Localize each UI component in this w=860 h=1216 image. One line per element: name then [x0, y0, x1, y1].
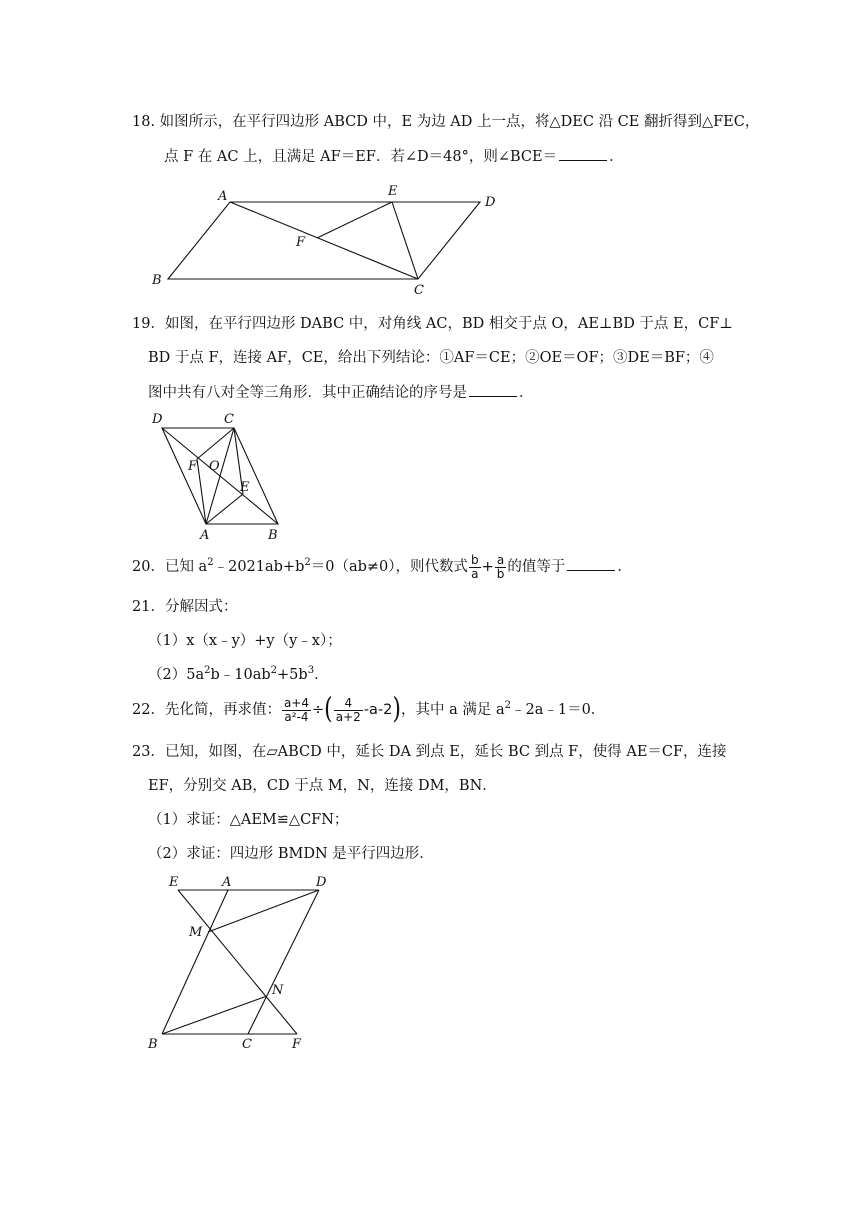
- q19-line2: BD 于点 F，连接 AF，CE，给出下列结论：①AF＝CE；②OE＝OF；③DE＝BF；④: [148, 350, 714, 366]
- q18-segment-ef: [317, 202, 392, 238]
- q20-end: ．: [617, 559, 632, 575]
- q23-label-a: A: [222, 875, 232, 890]
- q22-fraction-2: $\frac{4}{a+2}$: [335, 695, 361, 724]
- q19-segment-cf: [197, 428, 234, 459]
- q18-line2: [164, 146, 624, 167]
- q19-diagonal-ac: [206, 428, 234, 524]
- q20-sup1: 2: [207, 557, 214, 568]
- q22-text-suffix: ，其中 a 满足 a: [400, 702, 505, 718]
- q23-line2: EF，分别交 AB，CD 于点 M，N，连接 DM，BN．: [148, 778, 497, 794]
- q19-end: ．: [519, 385, 534, 401]
- q18-label-c: C: [414, 283, 424, 298]
- q18-label-f: F: [296, 235, 306, 250]
- q20-line: [132, 552, 632, 582]
- q23-figure: [142, 870, 342, 1050]
- q19-label-f: F: [188, 459, 198, 474]
- q22-text-prefix: 22．先化简，再求值：: [132, 702, 281, 718]
- q23-label-d: D: [316, 875, 327, 890]
- q18-label-b: B: [152, 273, 162, 288]
- q19-label-e: E: [240, 480, 250, 495]
- q21-item1: （1）x（x﹣y）+y（y﹣x）；: [148, 633, 342, 649]
- q19-line3: [148, 382, 534, 403]
- q19-figure: [148, 410, 288, 542]
- q19-label-d: D: [152, 412, 163, 427]
- q23-label-m: M: [189, 925, 203, 940]
- q22-divide: ÷: [312, 702, 325, 718]
- q18-text: 点 F 在 AC 上，且满足 AF＝EF．若∠D＝48°，则∠BCE＝: [164, 149, 558, 165]
- q18-label-a: A: [218, 189, 228, 204]
- q20-plus: +: [481, 559, 494, 575]
- q19-answer-blank: [469, 382, 517, 397]
- q22-tail: -a-2: [363, 702, 393, 718]
- q19-label-b: B: [268, 528, 278, 543]
- q19-segment-ae: [206, 494, 243, 524]
- q20-sup2: 2: [304, 557, 311, 568]
- q19-line1: 19．如图，在平行四边形 DABC 中，对角线 AC，BD 相交于点 O，AE⊥BD 于点 E，CF⊥: [132, 316, 733, 332]
- q22-fraction-1: $\frac{a+4}{\text{a²-4}}$: [283, 695, 309, 724]
- q18-figure: [150, 182, 510, 297]
- q18-end: ．: [609, 149, 624, 165]
- q19-text: 图中共有八对全等三角形．其中正确结论的序号是: [148, 385, 467, 401]
- q23-segment-ef: [178, 890, 297, 1034]
- q21-title: 21．分解因式：: [132, 599, 238, 615]
- q23-line1: 23．已知，如图，在▱ABCD 中，延长 DA 到点 E，延长 BC 到点 F，使得 AE＝CF，连接: [132, 744, 727, 760]
- q20-text-mid2: ＝0（ab≠0），则代数式: [310, 559, 469, 575]
- q18-segment-ce: [392, 202, 418, 279]
- q23-side-dc: [248, 890, 319, 1034]
- q18-answer-blank: [559, 146, 607, 161]
- q19-label-c: C: [224, 412, 234, 427]
- q20-fraction-a-over-b: $\frac{a}{b}$: [496, 552, 505, 581]
- q20-fraction-b-over-a: $\frac{b}{a}$: [471, 552, 479, 581]
- q18-line1: 18. 如图所示，在平行四边形 ABCD 中，E 为边 AD 上一点，将△DEC 沿 CE 翻折得到△FEC，: [132, 114, 760, 130]
- q18-diagonal-ac: [230, 202, 418, 279]
- q23-label-b: B: [148, 1037, 158, 1052]
- q23-label-c: C: [242, 1037, 252, 1052]
- q23-label-n: N: [272, 983, 284, 998]
- q23-item2: （2）求证：四边形 BMDN 是平行四边形．: [148, 846, 434, 862]
- q20-text-mid: ﹣2021ab+b: [213, 559, 305, 575]
- q18-label-e: E: [388, 184, 398, 199]
- q19-label-a: A: [200, 528, 210, 543]
- q23-label-e: E: [169, 875, 179, 890]
- q22-text-suffix2: ﹣2a﹣1＝0．: [510, 702, 606, 718]
- q21-item2: $(2)5a^2b﹣10ab^2+5b^3$．: [148, 665, 329, 683]
- q18-label-d: D: [485, 195, 496, 210]
- q20-text-prefix: 20．已知 a: [132, 559, 208, 575]
- q22-line: 22．先化简，再求值： $\frac{a+4}{\text{a²-4}}$ ÷( $\frac{4}{a+2}$ -a-2)，其中 a 满足 $a^2﹣2a﹣1=0$．: [132, 693, 606, 726]
- q23-label-f: F: [292, 1037, 302, 1052]
- q22-lparen: (: [324, 693, 333, 726]
- q22-rparen: ): [392, 693, 401, 726]
- q23-item1: （1）求证：△AEM≌△CFN；: [148, 812, 349, 828]
- q19-label-o: O: [209, 459, 220, 474]
- q23-side-ab: [162, 890, 228, 1034]
- q20-text-suffix: 的值等于: [507, 559, 566, 575]
- q20-answer-blank: [567, 556, 615, 571]
